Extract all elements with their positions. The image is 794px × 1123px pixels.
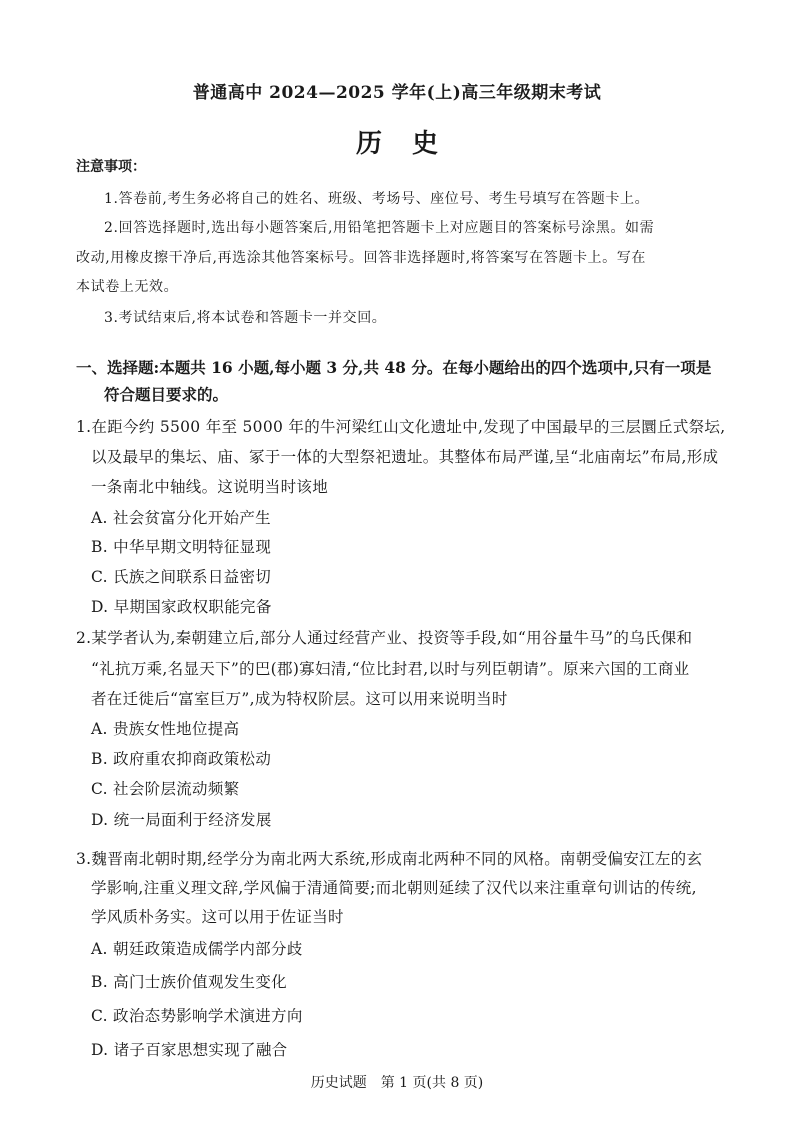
- question-stem: 学风质朴务实。这可以用于佐证当时: [91, 908, 344, 926]
- option-d: D. 诸子百家思想实现了融合: [91, 1041, 288, 1059]
- option-b: B. 中华早期文明特征显现: [91, 538, 272, 556]
- question-stem: 3.魏晋南北朝时期,经学分为南北两大系统,形成南北两种不同的风格。南朝受偏安江左的玄: [76, 850, 703, 868]
- question-stem: 以及最早的集坛、庙、冢于一体的大型祭祀遗址。其整体布局严谨,呈“北庙南坛”布局,形成: [91, 448, 719, 466]
- option-d: D. 早期国家政权职能完备: [91, 598, 272, 616]
- option-c: C. 氏族之间联系日益密切: [91, 568, 272, 586]
- question-stem: 者在迁徙后“富室巨万”,成为特权阶层。这可以用来说明当时: [91, 690, 508, 708]
- option-c: C. 政治态势影响学术演进方向: [91, 1007, 303, 1025]
- option-a: A. 朝廷政策造成儒学内部分歧: [91, 940, 303, 958]
- section-heading: 一、选择题:本题共 16 小题,每小题 3 分,共 48 分。在每小题给出的四个选项中,只有一项是: [76, 358, 712, 377]
- question-stem: 一条南北中轴线。这说明当时该地: [91, 478, 329, 496]
- exam-title: 普通高中 2024—2025 学年(上)高三年级期末考试: [192, 83, 602, 103]
- question-stem: 1.在距今约 5500 年至 5000 年的牛河梁红山文化遗址中,发现了中国最早的三层圜丘式祭坛,: [76, 418, 726, 436]
- question-stem: “礼抗万乘,名显天下”的巴(郡)寡妇清,“位比封君,以时与列臣朝请”。原来六国的工商业: [91, 660, 690, 678]
- notice-line: 1.答卷前,考生务必将自己的姓名、班级、考场号、座位号、考生号填写在答题卡上。: [104, 191, 650, 207]
- option-a: A. 社会贫富分化开始产生: [91, 509, 271, 527]
- option-a: A. 贵族女性地位提高: [91, 720, 240, 738]
- subject-title: 历史: [355, 129, 468, 159]
- notice-line: 3.考试结束后,将本试卷和答题卡一并交回。: [104, 310, 387, 326]
- option-b: B. 政府重农抑商政策松动: [91, 750, 272, 768]
- page-footer: 历史试题 第 1 页(共 8 页): [310, 1075, 484, 1091]
- option-c: C. 社会阶层流动频繁: [91, 780, 240, 798]
- notice-line: 2.回答选择题时,选出每小题答案后,用铅笔把答题卡上对应题目的答案标号涂黑。如需: [104, 220, 655, 236]
- notice-line: 改动,用橡皮擦干净后,再选涂其他答案标号。回答非选择题时,将答案写在答题卡上。写在: [76, 250, 646, 266]
- option-d: D. 统一局面利于经济发展: [91, 811, 272, 829]
- notice-line: 本试卷上无效。: [76, 279, 179, 295]
- question-stem: 学影响,注重义理文辞,学风偏于清通简要;而北朝则延续了汉代以来注重章句训诂的传统,: [91, 879, 697, 897]
- question-stem: 2.某学者认为,秦朝建立后,部分人通过经营产业、投资等手段,如“用谷量牛马”的乌氏倮和: [76, 629, 693, 647]
- section-heading: 符合题目要求的。: [104, 385, 229, 404]
- option-b: B. 高门士族价值观发生变化: [91, 973, 287, 991]
- notice-heading: 注意事项：: [76, 159, 146, 175]
